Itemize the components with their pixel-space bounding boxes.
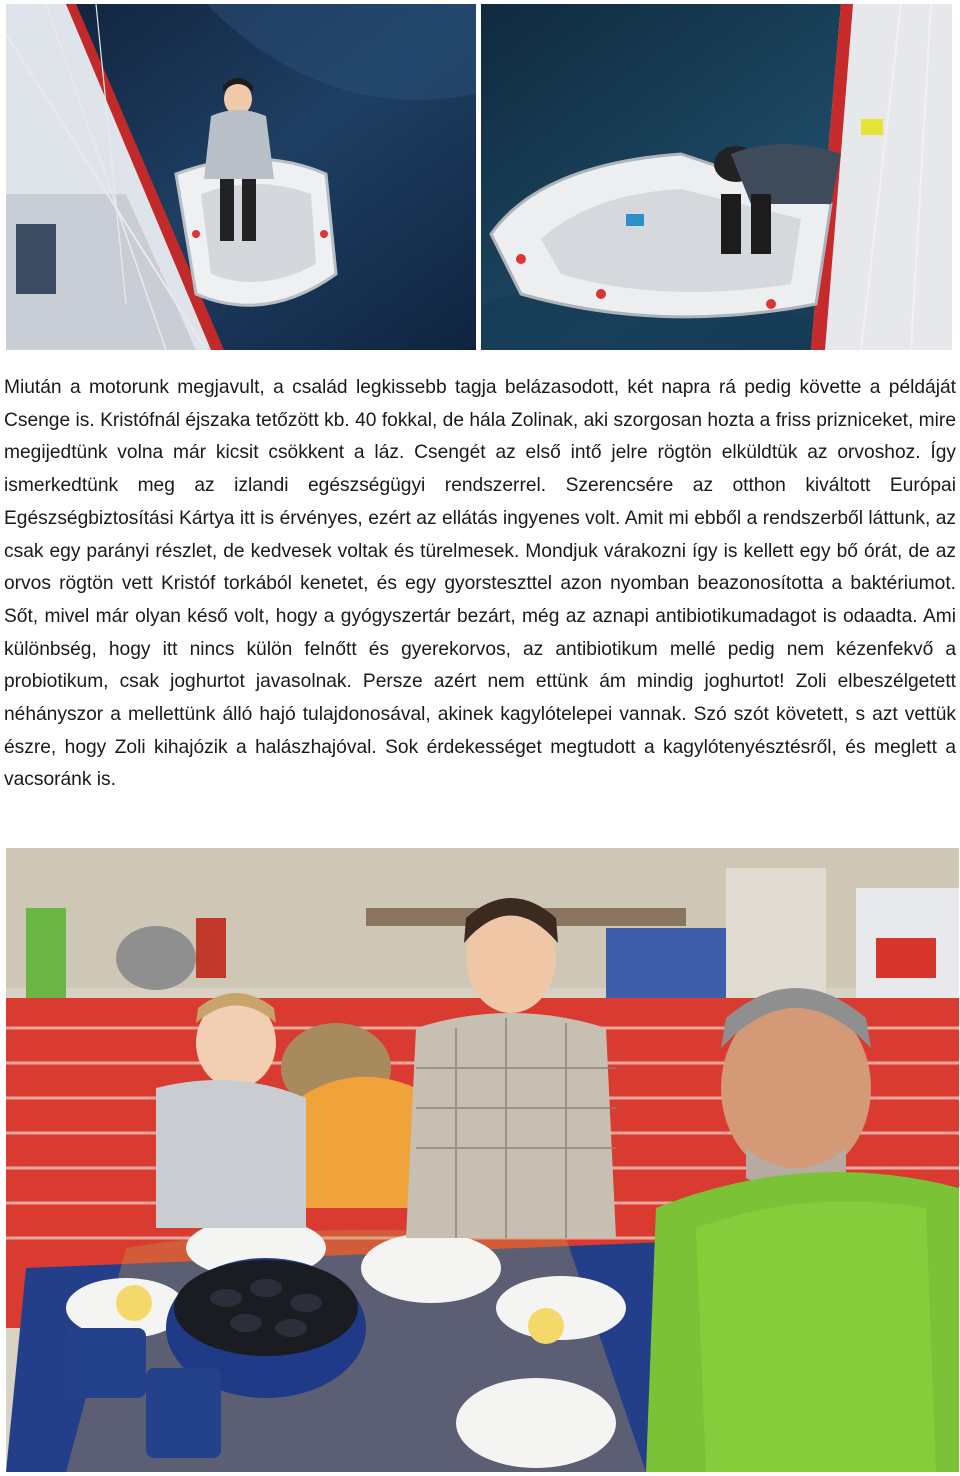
- photo-dinghy-child-standing: [6, 4, 476, 350]
- article-paragraph: [4, 372, 956, 797]
- article-text: Miután a motorunk megjavult, a család legkissebb tagja belázasodott, két napra rá pedig követte a példáját Csenge is. Kristófnál éjszaka tetőzött kb. 40 fokkal, de hála Zolinak, aki szorgosan hozta a friss prizniceket, mire megijedtünk volna már kicsit csökkent a láz. Csengét az első intő jelre rögtön elküldtük az orvoshoz. Így ismerkedtünk meg az izlandi egészségügyi rendszerrel. Szerencsére az otthon kiváltott Európai Egészségbiztosítási Kártya itt is érvényes, ezért az ellátás ingyenes volt. Amit mi ebből a rendszerből láttunk, az csak egy parányi részlet, de kedvesek voltak és türelmesek. Mondjuk várakozni így is kellett egy bő órát, de az orvos rögtön vett Kristóf torkából kenetet, és egy gyorsteszttel azon nyomban beazonosította a baktériumot. Sőt, mivel már olyan késő volt, hogy a gyógyszertár bezárt, még az aznapi antibiotikumadagot is odaadta. Ami különbség, hogy itt nincs külön felnőtt és gyerekorvos, az antibiotikum mellé pedig nem kézenfekvő a probiotikum, csak joghurtot javasolnak. Persze azért nem ettünk ám mindig joghurtot! Zoli elbeszélgetett néhányszor a mellettünk álló hajó tulajdonosával, akinek kagylótelepei vannak. Szó szót követett, s azt vettük észre, hogy Zoli kihajózik a halászhajóval. Sok érdekességet megtudott a kagylótenyésztésről, és meglett a vacsoránk is.: [4, 377, 956, 791]
- photo-dinghy-person-climbing: [481, 4, 952, 350]
- photo-family-dinner-mussels: [6, 848, 959, 1472]
